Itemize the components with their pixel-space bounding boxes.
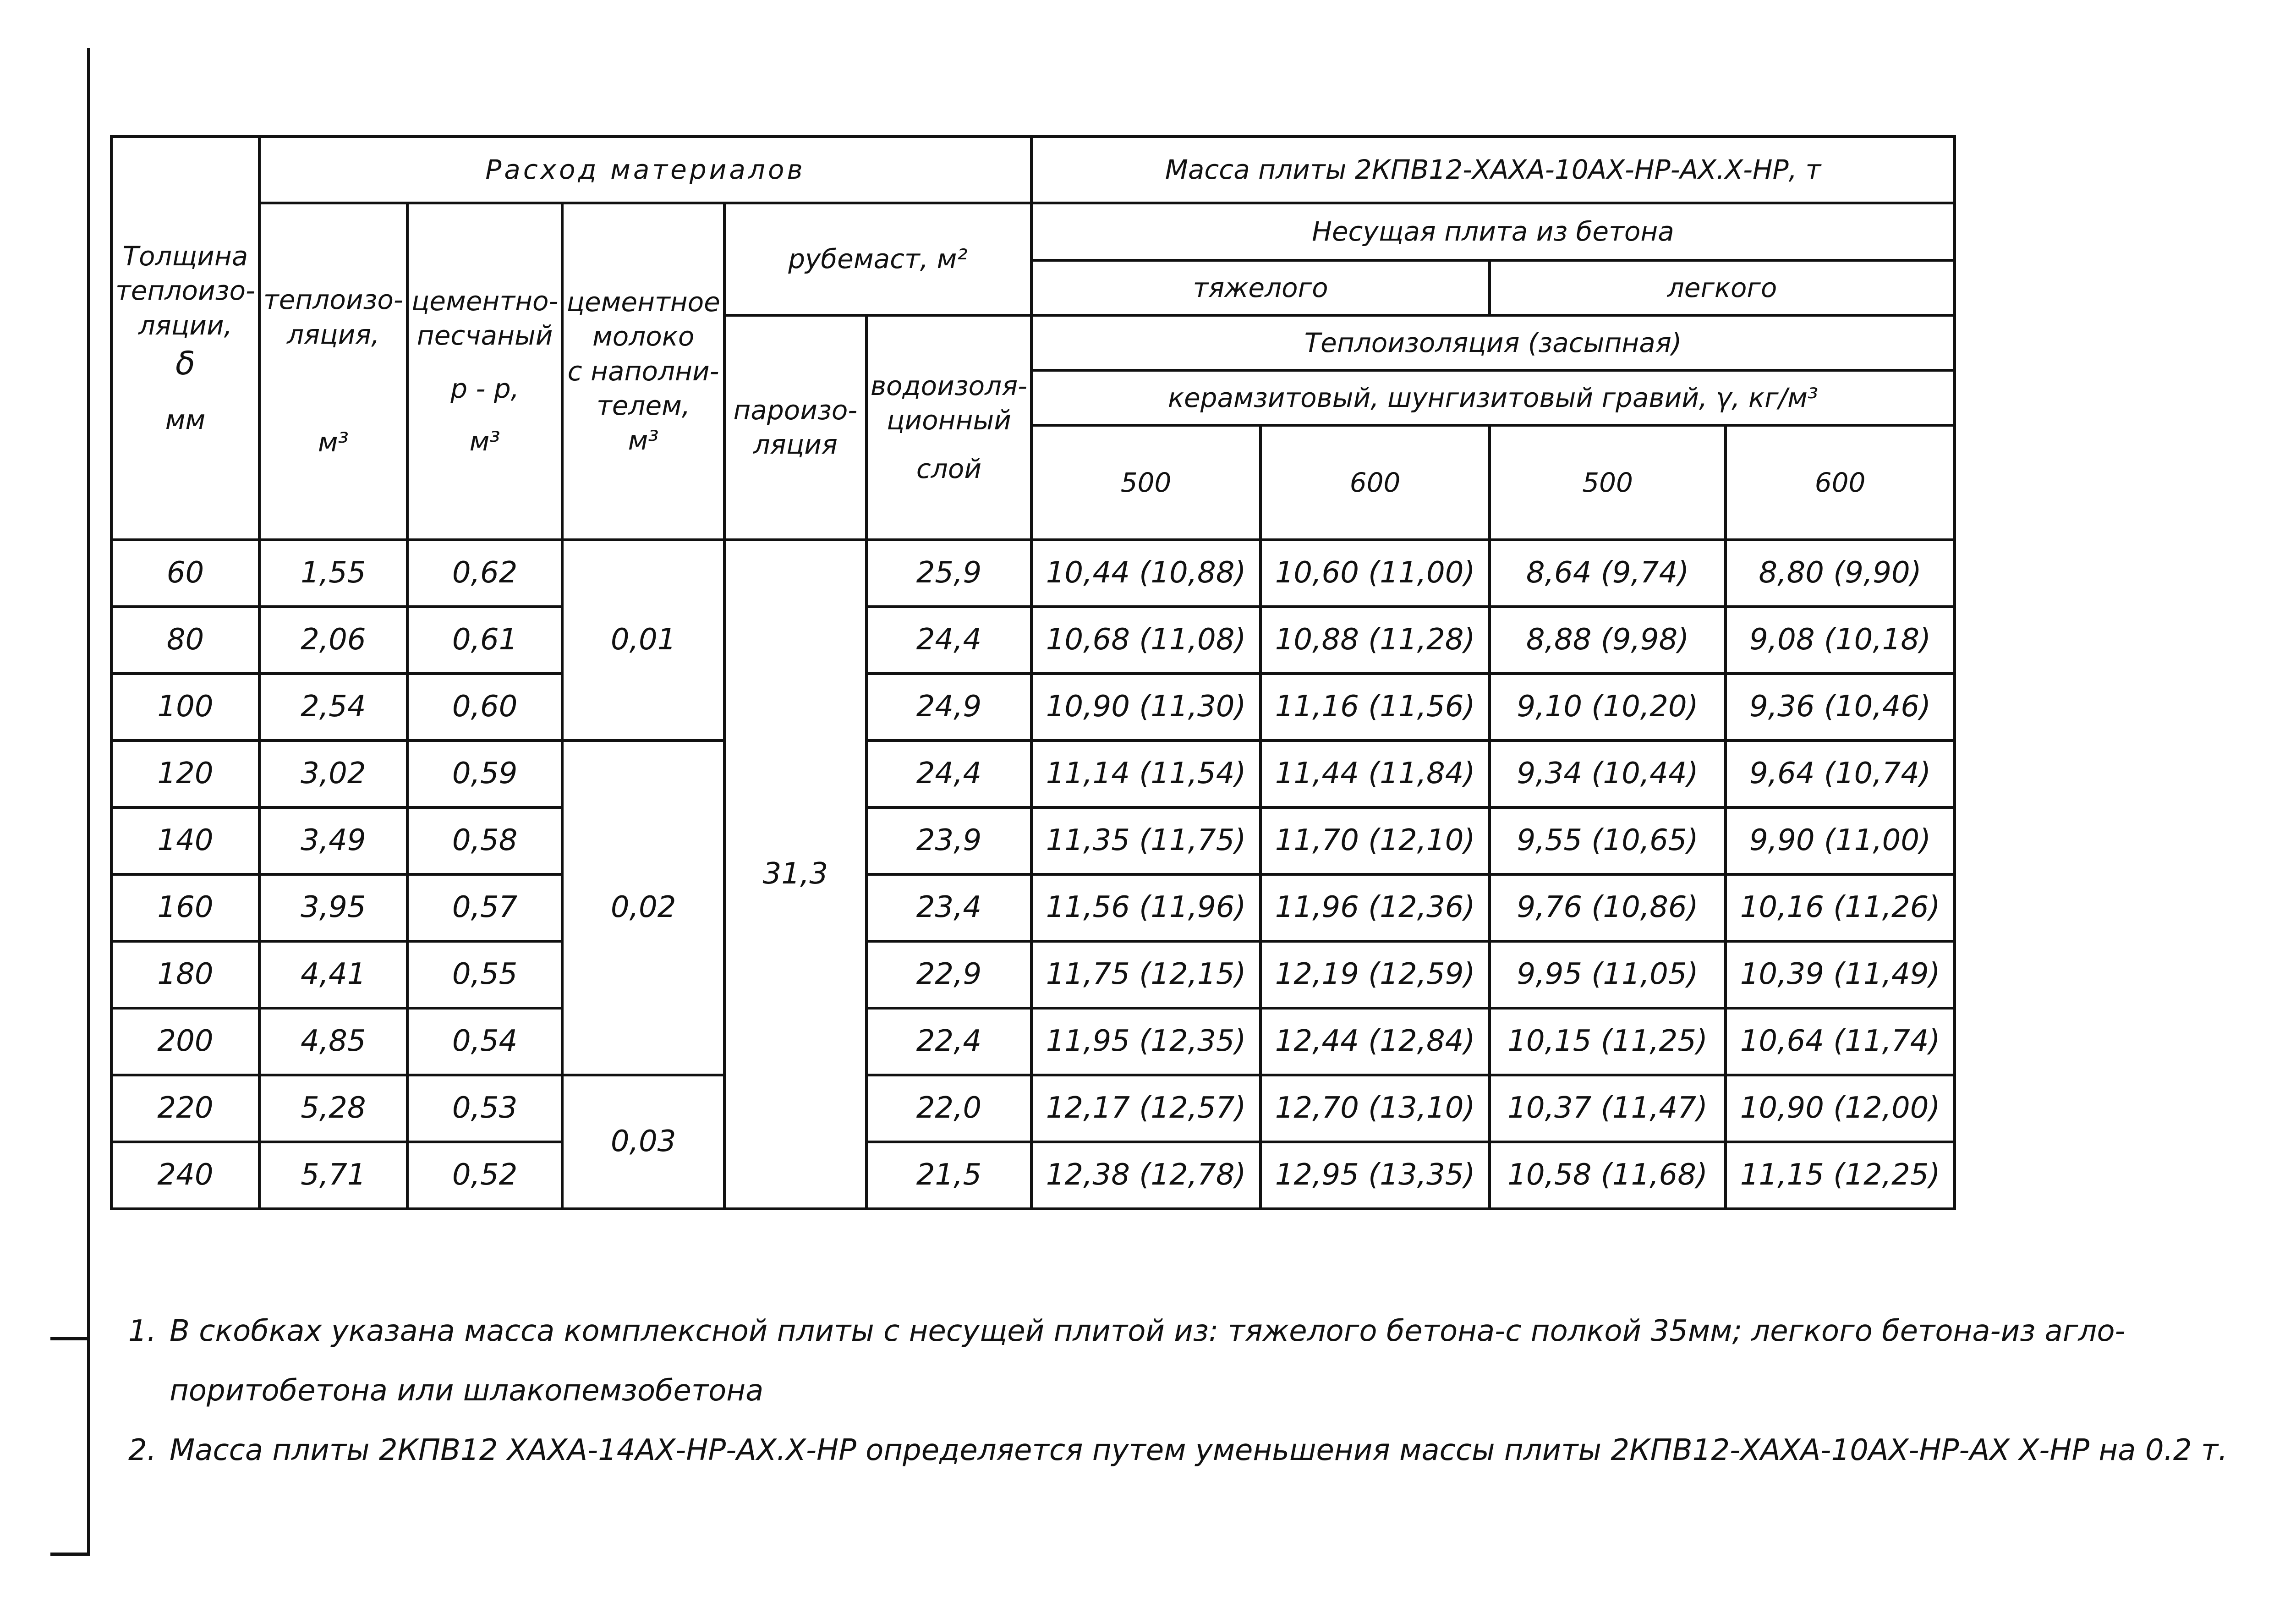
mass-light-600-cell: 10,16 (11,26) — [1726, 874, 1955, 941]
density-heavy-500: 500 — [1031, 425, 1260, 540]
waterproof-cell: 24,4 — [866, 741, 1031, 807]
mass-heavy-500-cell: 12,17 (12,57) — [1031, 1075, 1260, 1142]
insulation-volume-cell: 4,41 — [259, 941, 407, 1008]
mass-light-500-cell: 9,34 (10,44) — [1490, 741, 1726, 807]
mass-light-500-cell: 10,58 (11,68) — [1490, 1142, 1726, 1209]
table-row — [111, 741, 1955, 807]
mass-heavy-500-cell: 11,14 (11,54) — [1031, 741, 1260, 807]
note-2 — [128, 1421, 2228, 1480]
waterproof-cell: 23,4 — [866, 874, 1031, 941]
cement-sand-volume-cell: 0,54 — [407, 1008, 563, 1075]
mass-heavy-500-cell: 11,95 (12,35) — [1031, 1008, 1260, 1075]
table-row — [111, 807, 1955, 874]
mass-light-600-cell: 9,36 (10,46) — [1726, 674, 1955, 741]
insulation-volume-cell: 2,06 — [259, 607, 407, 674]
cement-sand-volume-cell: 0,60 — [407, 674, 563, 741]
mass-light-600-cell: 8,80 (9,90) — [1726, 540, 1955, 607]
mass-light-500-cell: 9,76 (10,86) — [1490, 874, 1726, 941]
mass-light-600-cell: 10,90 (12,00) — [1726, 1075, 1955, 1142]
mass-light-600-cell: 9,64 (10,74) — [1726, 741, 1955, 807]
insulation-volume-cell: 2,54 — [259, 674, 407, 741]
note-number: 1. — [128, 1314, 157, 1348]
mass-light-600-cell: 11,15 (12,25) — [1726, 1142, 1955, 1209]
cement-sand-volume-cell: 0,52 — [407, 1142, 563, 1209]
border-tick-lower — [50, 1553, 90, 1556]
thickness-cell: 140 — [111, 807, 259, 874]
note-number: 2. — [128, 1433, 157, 1467]
table-row — [111, 941, 1955, 1008]
table-row — [111, 674, 1955, 741]
waterproof-cell: 22,4 — [866, 1008, 1031, 1075]
cement-sand-volume-cell: 0,55 — [407, 941, 563, 1008]
mass-light-500-cell: 10,15 (11,25) — [1490, 1008, 1726, 1075]
mass-heavy-600-cell: 11,96 (12,36) — [1260, 874, 1490, 941]
mass-heavy-500-cell: 12,38 (12,78) — [1031, 1142, 1260, 1209]
notes-section — [128, 1301, 2228, 1480]
mass-heavy-500-cell: 10,90 (11,30) — [1031, 674, 1260, 741]
thickness-cell: 160 — [111, 874, 259, 941]
cement-milk-cell: 0,01 — [562, 540, 724, 741]
vapor-barrier-cell: 31,3 — [724, 540, 866, 1209]
thickness-header: Толщина теплоизо- ляции, δ мм — [111, 137, 259, 540]
thickness-cell: 120 — [111, 741, 259, 807]
note-1 — [128, 1301, 2228, 1421]
insulation-volume-cell: 5,71 — [259, 1142, 407, 1209]
table-row — [111, 1075, 1955, 1142]
table-row — [111, 1008, 1955, 1075]
cement-sand-volume-cell: 0,58 — [407, 807, 563, 874]
border-tick-upper — [50, 1337, 90, 1340]
vapor-barrier-header: пароизо- ляция — [724, 315, 866, 540]
materials-mass-table — [110, 135, 1956, 1210]
note-text: Масса плиты 2КПВ12 ХАХА-14АХ-НР-АХ.Х-НР определяется путем уменьшения массы плиты 2КПВ12-ХАХА-10АХ-НР-АХ Х-НР на 0.2 т. — [170, 1433, 2228, 1467]
mass-light-600-cell: 9,08 (10,18) — [1726, 607, 1955, 674]
thickness-cell: 220 — [111, 1075, 259, 1142]
mass-heavy-600-cell: 10,60 (11,00) — [1260, 540, 1490, 607]
waterproof-cell: 22,0 — [866, 1075, 1031, 1142]
waterproof-cell: 25,9 — [866, 540, 1031, 607]
mass-heavy-500-cell: 10,44 (10,88) — [1031, 540, 1260, 607]
border-vertical-line — [87, 48, 90, 1556]
mass-heavy-500-cell: 10,68 (11,08) — [1031, 607, 1260, 674]
insulation-volume-cell: 3,02 — [259, 741, 407, 807]
cement-sand-volume-cell: 0,62 — [407, 540, 563, 607]
density-light-600: 600 — [1726, 425, 1955, 540]
table-row — [111, 874, 1955, 941]
table-row — [111, 540, 1955, 607]
cement-sand-header: цементно- песчаный р - р, м³ — [407, 203, 563, 540]
mass-light-500-cell: 9,55 (10,65) — [1490, 807, 1726, 874]
cement-milk-cell: 0,02 — [562, 741, 724, 1075]
waterproof-cell: 24,4 — [866, 607, 1031, 674]
waterproof-layer-header: водоизоля- ционный слой — [866, 315, 1031, 540]
table-row — [111, 1142, 1955, 1209]
thickness-cell: 240 — [111, 1142, 259, 1209]
insulation-volume-cell: 3,49 — [259, 807, 407, 874]
insulation-volume-cell: 3,95 — [259, 874, 407, 941]
waterproof-cell: 24,9 — [866, 674, 1031, 741]
table-row — [111, 607, 1955, 674]
mass-heavy-600-cell: 12,95 (13,35) — [1260, 1142, 1490, 1209]
light-concrete-header: легкого — [1490, 260, 1955, 315]
materials-title: Расход материалов — [259, 137, 1031, 203]
note-text: поритобетона или шлакопемзобетона — [170, 1374, 764, 1408]
waterproof-cell: 21,5 — [866, 1142, 1031, 1209]
thickness-cell: 60 — [111, 540, 259, 607]
mass-light-600-cell: 10,64 (11,74) — [1726, 1008, 1955, 1075]
mass-heavy-600-cell: 12,44 (12,84) — [1260, 1008, 1490, 1075]
mass-light-500-cell: 8,88 (9,98) — [1490, 607, 1726, 674]
note-text: В скобках указана масса комплексной плиты с несущей плитой из: тяжелого бетона-с полкой 35мм; легкого бетона-из агло- — [170, 1314, 2126, 1348]
waterproof-cell: 22,9 — [866, 941, 1031, 1008]
mass-heavy-500-cell: 11,35 (11,75) — [1031, 807, 1260, 874]
carrier-plate-header: Несущая плита из бетона — [1031, 203, 1955, 260]
mass-light-500-cell: 9,10 (10,20) — [1490, 674, 1726, 741]
cement-milk-header: цементное молоко с наполни- телем, м³ — [562, 203, 724, 540]
thickness-cell: 100 — [111, 674, 259, 741]
insulation-header: теплоизо- ляция, м³ — [259, 203, 407, 540]
insulation-volume-cell: 5,28 — [259, 1075, 407, 1142]
mass-light-500-cell: 10,37 (11,47) — [1490, 1075, 1726, 1142]
mass-heavy-500-cell: 11,75 (12,15) — [1031, 941, 1260, 1008]
fill-insulation-header: Теплоизоляция (засыпная) — [1031, 315, 1955, 370]
cement-sand-volume-cell: 0,53 — [407, 1075, 563, 1142]
mass-light-500-cell: 8,64 (9,74) — [1490, 540, 1726, 607]
mass-heavy-600-cell: 12,19 (12,59) — [1260, 941, 1490, 1008]
mass-title: Масса плиты 2КПВ12-ХАХА-10АХ-НР-АХ.Х-НР, т — [1031, 137, 1955, 203]
heavy-concrete-header: тяжелого — [1031, 260, 1490, 315]
density-light-500: 500 — [1490, 425, 1726, 540]
insulation-volume-cell: 1,55 — [259, 540, 407, 607]
mass-light-600-cell: 9,90 (11,00) — [1726, 807, 1955, 874]
rubemast-header: рубемаст, м² — [724, 203, 1031, 315]
mass-light-500-cell: 9,95 (11,05) — [1490, 941, 1726, 1008]
cement-milk-cell: 0,03 — [562, 1075, 724, 1209]
cement-sand-volume-cell: 0,57 — [407, 874, 563, 941]
mass-heavy-600-cell: 12,70 (13,10) — [1260, 1075, 1490, 1142]
gravel-density-header: керамзитовый, шунгизитовый гравий, γ, кг/м³ — [1031, 370, 1955, 425]
mass-heavy-600-cell: 11,44 (11,84) — [1260, 741, 1490, 807]
mass-heavy-500-cell: 11,56 (11,96) — [1031, 874, 1260, 941]
insulation-volume-cell: 4,85 — [259, 1008, 407, 1075]
cement-sand-volume-cell: 0,59 — [407, 741, 563, 807]
mass-heavy-600-cell: 10,88 (11,28) — [1260, 607, 1490, 674]
mass-heavy-600-cell: 11,16 (11,56) — [1260, 674, 1490, 741]
thickness-cell: 80 — [111, 607, 259, 674]
thickness-cell: 200 — [111, 1008, 259, 1075]
density-heavy-600: 600 — [1260, 425, 1490, 540]
mass-light-600-cell: 10,39 (11,49) — [1726, 941, 1955, 1008]
waterproof-cell: 23,9 — [866, 807, 1031, 874]
thickness-cell: 180 — [111, 941, 259, 1008]
cement-sand-volume-cell: 0,61 — [407, 607, 563, 674]
mass-heavy-600-cell: 11,70 (12,10) — [1260, 807, 1490, 874]
